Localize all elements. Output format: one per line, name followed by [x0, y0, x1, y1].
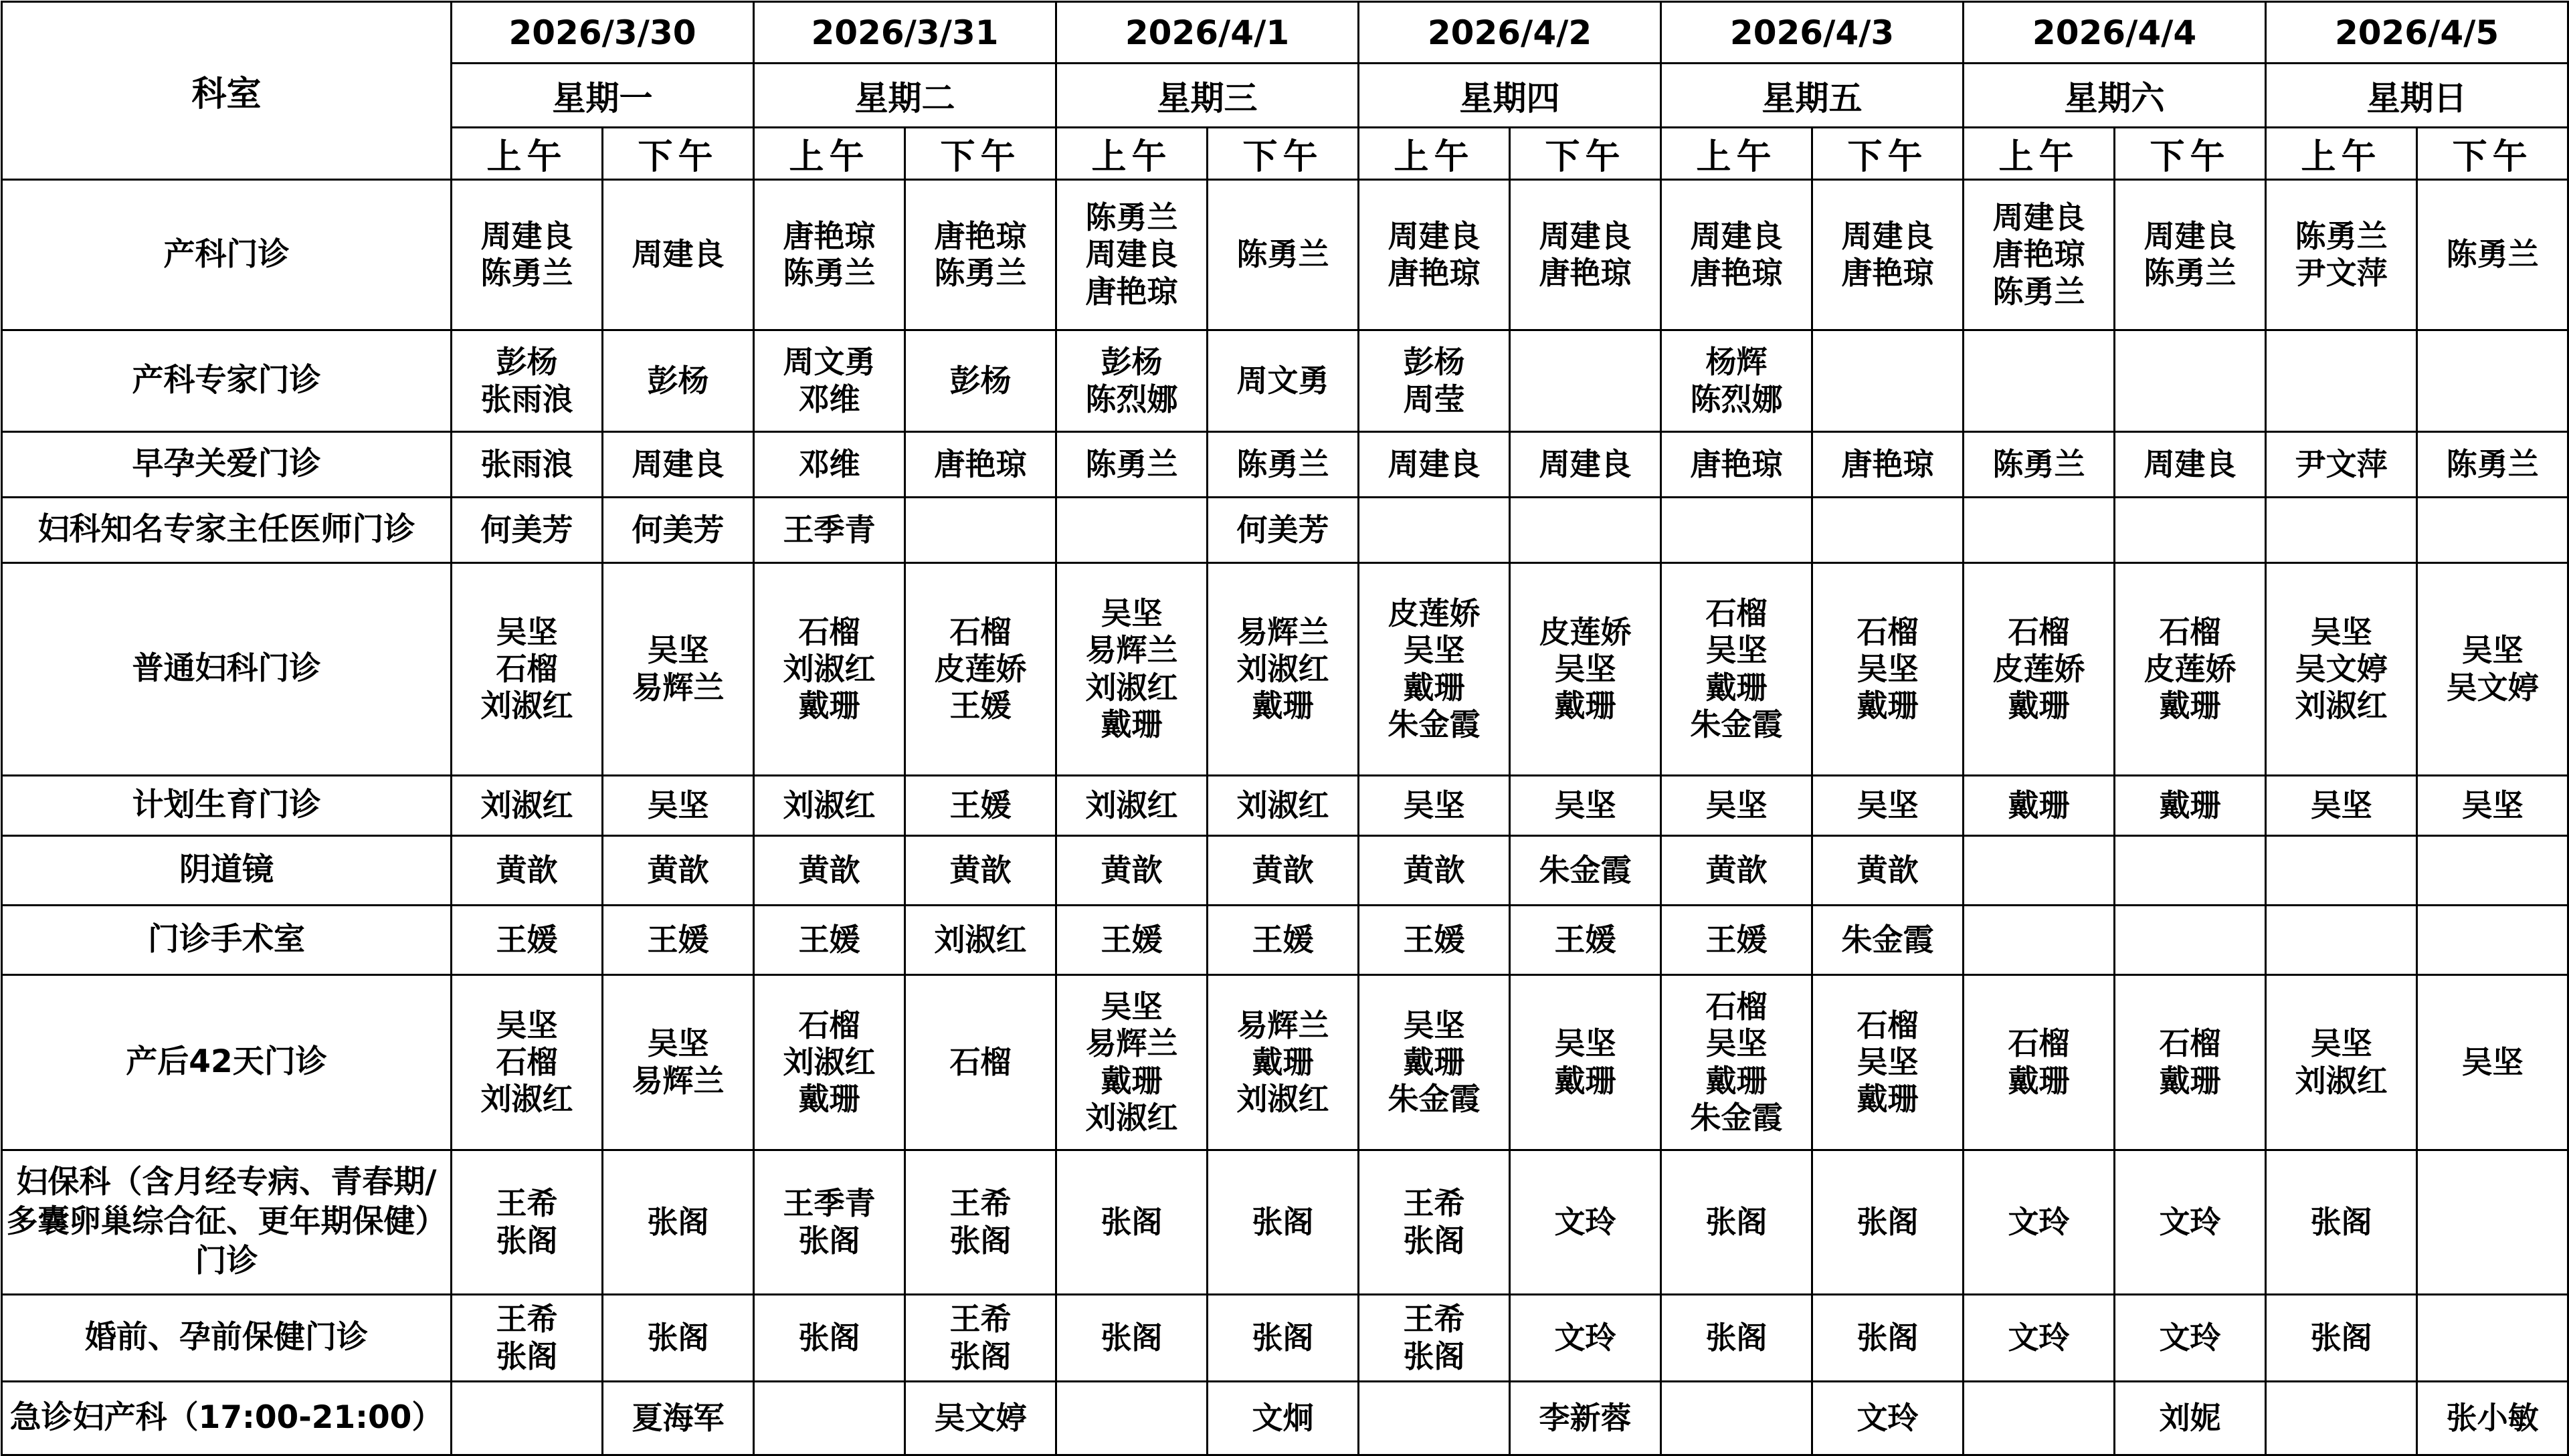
doctor-cell: 刘淑红 [905, 906, 1056, 975]
doctor-cell: 文炯 [1208, 1382, 1359, 1455]
doctor-cell: 石榴 吴坚 戴珊 朱金霞 [1661, 563, 1812, 776]
doctor-cell [2266, 906, 2417, 975]
doctor-cell: 周建良 [1359, 432, 1510, 498]
doctor-cell [2115, 906, 2266, 975]
doctor-cell: 石榴 [905, 975, 1056, 1150]
doctor-cell [1056, 498, 1208, 563]
doctor-cell: 陈勇兰 [2417, 432, 2568, 498]
date-header: 2026/4/2 [1359, 2, 1661, 64]
doctor-cell: 夏海军 [603, 1382, 754, 1455]
table-row [2, 1382, 2568, 1455]
doctor-cell: 石榴 吴坚 戴珊 朱金霞 [1661, 975, 1812, 1150]
doctor-cell: 黄歆 [754, 836, 905, 906]
doctor-cell: 张阁 [1661, 1295, 1812, 1382]
doctor-cell: 张阁 [1056, 1150, 1208, 1295]
doctor-cell: 彭杨 张雨浪 [452, 330, 603, 432]
doctor-cell: 皮莲娇 吴坚 戴珊 [1510, 563, 1661, 776]
doctor-cell: 张雨浪 [452, 432, 603, 498]
doctor-cell: 张阁 [603, 1150, 754, 1295]
table-row [2, 432, 2568, 498]
table-row [2, 836, 2568, 906]
period-afternoon-header: 下午 [1510, 128, 1661, 180]
doctor-cell: 吴坚 [603, 776, 754, 836]
period-morning-header: 上午 [754, 128, 905, 180]
doctor-cell: 张阁 [1208, 1150, 1359, 1295]
department-label: 产后42天门诊 [2, 975, 452, 1150]
doctor-cell: 张阁 [2266, 1150, 2417, 1295]
doctor-cell [2417, 906, 2568, 975]
doctor-cell [1359, 1382, 1510, 1455]
doctor-cell [1964, 1382, 2115, 1455]
doctor-cell: 唐艳琼 [1812, 432, 1964, 498]
doctor-cell: 吴坚 [1359, 776, 1510, 836]
doctor-cell: 何美芳 [1208, 498, 1359, 563]
period-morning-header: 上午 [2266, 128, 2417, 180]
doctor-cell: 吴坚 [2417, 975, 2568, 1150]
period-morning-header: 上午 [1964, 128, 2115, 180]
doctor-cell: 石榴 皮莲娇 王媛 [905, 563, 1056, 776]
doctor-cell: 文玲 [1964, 1150, 2115, 1295]
doctor-cell: 何美芳 [603, 498, 754, 563]
doctor-cell: 张小敏 [2417, 1382, 2568, 1455]
doctor-cell: 唐艳琼 [905, 432, 1056, 498]
doctor-cell: 王媛 [603, 906, 754, 975]
doctor-cell: 吴坚 易辉兰 戴珊 刘淑红 [1056, 975, 1208, 1150]
doctor-cell [1964, 906, 2115, 975]
corner-header: 科室 [2, 2, 452, 180]
doctor-cell: 石榴 戴珊 [2115, 975, 2266, 1150]
doctor-cell: 黄歆 [603, 836, 754, 906]
doctor-cell: 吴坚 石榴 刘淑红 [452, 975, 603, 1150]
doctor-cell: 吴坚 易辉兰 [603, 563, 754, 776]
doctor-cell [1661, 1382, 1812, 1455]
table-row [2, 563, 2568, 776]
doctor-cell: 文玲 [1510, 1295, 1661, 1382]
date-header: 2026/4/4 [1964, 2, 2266, 64]
doctor-cell: 石榴 刘淑红 戴珊 [754, 563, 905, 776]
doctor-cell [1359, 498, 1510, 563]
doctor-cell: 黄歆 [1208, 836, 1359, 906]
doctor-cell: 黄歆 [452, 836, 603, 906]
doctor-cell: 张阁 [603, 1295, 754, 1382]
doctor-cell [2266, 498, 2417, 563]
doctor-cell: 吴坚 [1812, 776, 1964, 836]
table-row [2, 776, 2568, 836]
doctor-cell [1964, 330, 2115, 432]
doctor-cell: 周建良 唐艳琼 [1510, 180, 1661, 330]
department-label: 婚前、孕前保健门诊 [2, 1295, 452, 1382]
doctor-cell: 邓维 [754, 432, 905, 498]
doctor-cell: 唐艳琼 陈勇兰 [905, 180, 1056, 330]
doctor-cell: 吴坚 石榴 刘淑红 [452, 563, 603, 776]
period-afternoon-header: 下午 [2417, 128, 2568, 180]
department-label: 阴道镜 [2, 836, 452, 906]
doctor-cell: 张阁 [1056, 1295, 1208, 1382]
doctor-cell: 周建良 [1510, 432, 1661, 498]
doctor-cell: 黄歆 [1056, 836, 1208, 906]
doctor-cell: 周建良 [2115, 432, 2266, 498]
doctor-cell: 石榴 吴坚 戴珊 [1812, 975, 1964, 1150]
period-afternoon-header: 下午 [603, 128, 754, 180]
doctor-cell: 黄歆 [1661, 836, 1812, 906]
department-label: 妇科知名专家主任医师门诊 [2, 498, 452, 563]
doctor-cell [2266, 330, 2417, 432]
doctor-cell: 王媛 [452, 906, 603, 975]
weekday-header: 星期一 [452, 64, 754, 128]
doctor-cell: 刘淑红 [1056, 776, 1208, 836]
doctor-cell [1812, 498, 1964, 563]
doctor-cell: 周建良 陈勇兰 [452, 180, 603, 330]
department-label: 门诊手术室 [2, 906, 452, 975]
doctor-cell: 吴坚 吴文婷 [2417, 563, 2568, 776]
doctor-cell [754, 1382, 905, 1455]
doctor-cell: 黄歆 [1359, 836, 1510, 906]
period-afternoon-header: 下午 [1812, 128, 1964, 180]
period-afternoon-header: 下午 [2115, 128, 2266, 180]
doctor-cell: 陈勇兰 [1208, 432, 1359, 498]
weekday-header: 星期日 [2266, 64, 2568, 128]
weekday-header: 星期五 [1661, 64, 1964, 128]
doctor-cell [2417, 1150, 2568, 1295]
table-row [2, 906, 2568, 975]
doctor-cell: 黄歆 [1812, 836, 1964, 906]
doctor-cell [2115, 836, 2266, 906]
doctor-cell: 王希 张阁 [905, 1150, 1056, 1295]
weekday-header: 星期六 [1964, 64, 2266, 128]
doctor-cell: 彭杨 [905, 330, 1056, 432]
doctor-cell: 唐艳琼 陈勇兰 [754, 180, 905, 330]
doctor-cell: 朱金霞 [1812, 906, 1964, 975]
schedule-table [1, 1, 2569, 1456]
doctor-cell: 尹文萍 [2266, 432, 2417, 498]
period-afternoon-header: 下午 [905, 128, 1056, 180]
doctor-cell: 王媛 [1510, 906, 1661, 975]
doctor-cell: 周建良 唐艳琼 [1359, 180, 1510, 330]
doctor-cell: 周建良 唐艳琼 陈勇兰 [1964, 180, 2115, 330]
department-label: 普通妇科门诊 [2, 563, 452, 776]
doctor-cell [2266, 836, 2417, 906]
doctor-cell [2417, 330, 2568, 432]
doctor-cell: 石榴 皮莲娇 戴珊 [1964, 563, 2115, 776]
period-afternoon-header: 下午 [1208, 128, 1359, 180]
doctor-cell [2417, 836, 2568, 906]
date-header: 2026/4/1 [1056, 2, 1359, 64]
doctor-cell: 朱金霞 [1510, 836, 1661, 906]
doctor-cell: 王季青 张阁 [754, 1150, 905, 1295]
department-label: 急诊妇产科（17:00-21:00） [2, 1382, 452, 1455]
doctor-cell: 陈勇兰 [1208, 180, 1359, 330]
doctor-cell: 易辉兰 戴珊 刘淑红 [1208, 975, 1359, 1150]
period-morning-header: 上午 [1056, 128, 1208, 180]
doctor-cell: 何美芳 [452, 498, 603, 563]
doctor-cell: 王媛 [1359, 906, 1510, 975]
doctor-cell: 周建良 唐艳琼 [1812, 180, 1964, 330]
department-label: 产科门诊 [2, 180, 452, 330]
doctor-cell: 彭杨 周莹 [1359, 330, 1510, 432]
date-header: 2026/3/30 [452, 2, 754, 64]
department-label: 产科专家门诊 [2, 330, 452, 432]
doctor-cell: 王媛 [1056, 906, 1208, 975]
doctor-cell: 吴坚 [2266, 776, 2417, 836]
doctor-cell: 吴坚 戴珊 朱金霞 [1359, 975, 1510, 1150]
table-row [2, 180, 2568, 330]
weekday-header: 星期二 [754, 64, 1056, 128]
doctor-cell: 吴坚 易辉兰 刘淑红 戴珊 [1056, 563, 1208, 776]
doctor-cell: 陈勇兰 尹文萍 [2266, 180, 2417, 330]
doctor-cell: 吴坚 易辉兰 [603, 975, 754, 1150]
doctor-cell: 石榴 吴坚 戴珊 [1812, 563, 1964, 776]
doctor-cell [2115, 498, 2266, 563]
doctor-cell: 刘淑红 [754, 776, 905, 836]
doctor-cell: 皮莲娇 吴坚 戴珊 朱金霞 [1359, 563, 1510, 776]
doctor-cell: 张阁 [1812, 1150, 1964, 1295]
doctor-cell: 周建良 陈勇兰 [2115, 180, 2266, 330]
doctor-cell: 王希 张阁 [905, 1295, 1056, 1382]
doctor-cell [2417, 1295, 2568, 1382]
doctor-cell: 王希 张阁 [1359, 1150, 1510, 1295]
period-morning-header: 上午 [452, 128, 603, 180]
doctor-cell: 周建良 唐艳琼 [1661, 180, 1812, 330]
doctor-cell: 彭杨 陈烈娜 [1056, 330, 1208, 432]
doctor-cell: 文玲 [1510, 1150, 1661, 1295]
doctor-cell [452, 1382, 603, 1455]
department-label: 计划生育门诊 [2, 776, 452, 836]
doctor-cell: 李新蓉 [1510, 1382, 1661, 1455]
department-label: 早孕关爱门诊 [2, 432, 452, 498]
doctor-cell: 戴珊 [1964, 776, 2115, 836]
table-row [2, 1295, 2568, 1382]
doctor-cell: 王季青 [754, 498, 905, 563]
doctor-cell: 王媛 [1208, 906, 1359, 975]
doctor-cell: 张阁 [1208, 1295, 1359, 1382]
doctor-cell [2115, 330, 2266, 432]
doctor-cell [1510, 330, 1661, 432]
table-row [2, 975, 2568, 1150]
doctor-cell [1510, 498, 1661, 563]
doctor-cell: 文玲 [2115, 1150, 2266, 1295]
doctor-cell: 王希 张阁 [1359, 1295, 1510, 1382]
doctor-cell [1964, 836, 2115, 906]
doctor-cell: 周文勇 [1208, 330, 1359, 432]
doctor-cell: 吴坚 刘淑红 [2266, 975, 2417, 1150]
doctor-cell: 易辉兰 刘淑红 戴珊 [1208, 563, 1359, 776]
doctor-cell: 杨辉 陈烈娜 [1661, 330, 1812, 432]
doctor-cell: 王希 张阁 [452, 1150, 603, 1295]
doctor-cell: 陈勇兰 [2417, 180, 2568, 330]
date-header: 2026/4/5 [2266, 2, 2568, 64]
doctor-cell: 陈勇兰 周建良 唐艳琼 [1056, 180, 1208, 330]
doctor-cell: 刘淑红 [452, 776, 603, 836]
doctor-cell: 吴坚 吴文婷 刘淑红 [2266, 563, 2417, 776]
table-row [2, 1150, 2568, 1295]
doctor-cell: 周建良 [603, 180, 754, 330]
doctor-cell [1056, 1382, 1208, 1455]
doctor-cell: 石榴 刘淑红 戴珊 [754, 975, 905, 1150]
weekday-header: 星期三 [1056, 64, 1359, 128]
department-label: 妇保科（含月经专病、青春期/多囊卵巢综合征、更年期保健）门诊 [2, 1150, 452, 1295]
doctor-cell: 张阁 [1661, 1150, 1812, 1295]
doctor-cell: 黄歆 [905, 836, 1056, 906]
doctor-cell [2266, 1382, 2417, 1455]
doctor-cell [1661, 498, 1812, 563]
period-morning-header: 上午 [1661, 128, 1812, 180]
period-morning-header: 上午 [1359, 128, 1510, 180]
doctor-cell [2417, 498, 2568, 563]
doctor-cell: 文玲 [1964, 1295, 2115, 1382]
date-header: 2026/3/31 [754, 2, 1056, 64]
doctor-cell: 刘淑红 [1208, 776, 1359, 836]
doctor-cell: 刘妮 [2115, 1382, 2266, 1455]
doctor-cell [1812, 330, 1964, 432]
table-row [2, 498, 2568, 563]
doctor-cell: 周建良 [603, 432, 754, 498]
doctor-cell: 张阁 [1812, 1295, 1964, 1382]
doctor-cell: 陈勇兰 [1964, 432, 2115, 498]
doctor-cell: 吴坚 [2417, 776, 2568, 836]
doctor-cell: 张阁 [2266, 1295, 2417, 1382]
table-row [2, 330, 2568, 432]
doctor-cell: 王媛 [754, 906, 905, 975]
doctor-cell: 张阁 [754, 1295, 905, 1382]
doctor-cell: 石榴 皮莲娇 戴珊 [2115, 563, 2266, 776]
doctor-cell: 王希 张阁 [452, 1295, 603, 1382]
doctor-cell: 吴文婷 [905, 1382, 1056, 1455]
doctor-cell: 陈勇兰 [1056, 432, 1208, 498]
doctor-cell: 吴坚 戴珊 [1510, 975, 1661, 1150]
doctor-cell: 吴坚 [1510, 776, 1661, 836]
doctor-cell: 彭杨 [603, 330, 754, 432]
doctor-cell [905, 498, 1056, 563]
doctor-cell: 王媛 [1661, 906, 1812, 975]
doctor-cell: 石榴 戴珊 [1964, 975, 2115, 1150]
doctor-cell: 戴珊 [2115, 776, 2266, 836]
doctor-cell [1964, 498, 2115, 563]
doctor-cell: 唐艳琼 [1661, 432, 1812, 498]
weekday-header: 星期四 [1359, 64, 1661, 128]
doctor-cell: 吴坚 [1661, 776, 1812, 836]
doctor-cell: 王媛 [905, 776, 1056, 836]
doctor-cell: 周文勇 邓维 [754, 330, 905, 432]
doctor-cell: 文玲 [1812, 1382, 1964, 1455]
doctor-cell: 文玲 [2115, 1295, 2266, 1382]
date-header: 2026/4/3 [1661, 2, 1964, 64]
